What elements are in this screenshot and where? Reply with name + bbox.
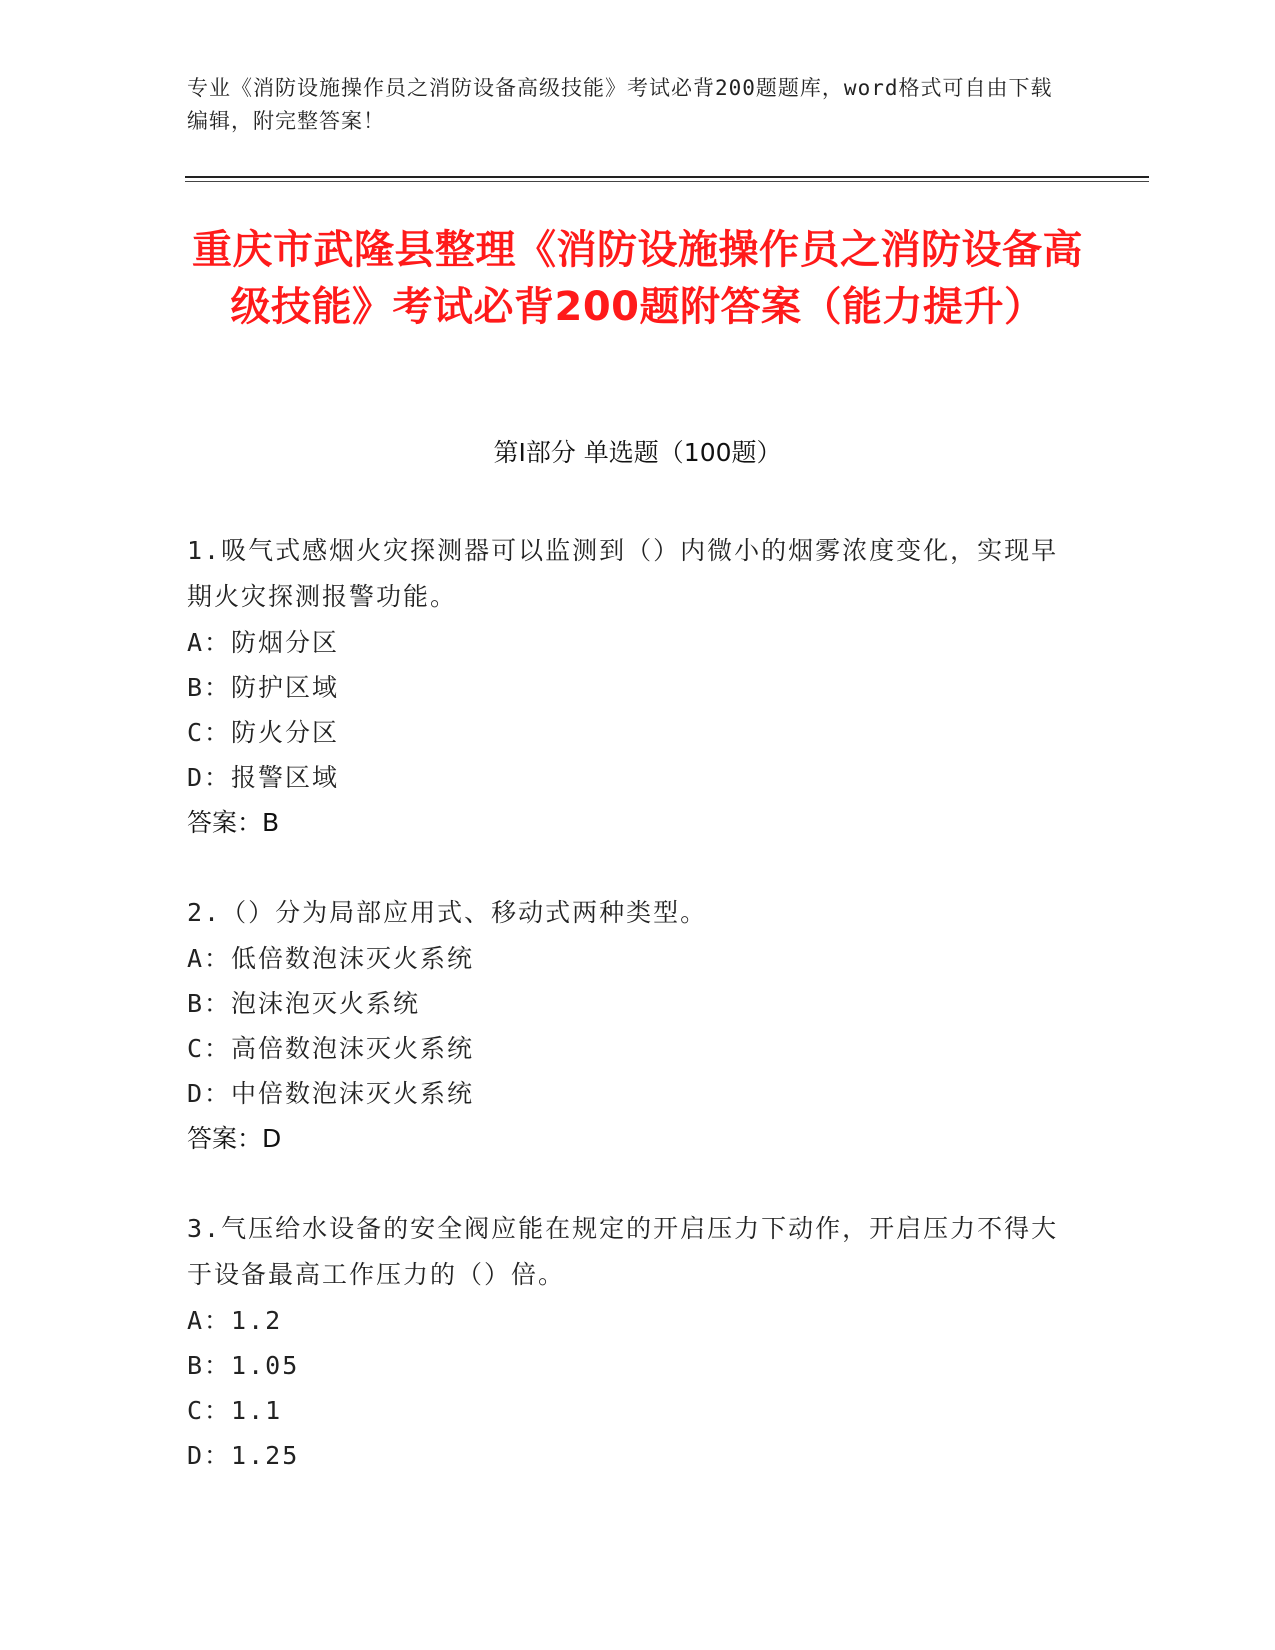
document-title: 重庆市武隆县整理《消防设施操作员之消防设备高级技能》考试必背200题附答案（能力提升） [192, 227, 1083, 330]
option-a: A：1.2 [187, 1306, 283, 1335]
option-b: B：1.05 [187, 1351, 300, 1380]
option-d: D：报警区域 [187, 763, 340, 792]
question-list [187, 528, 1067, 1522]
question-stem: 1.吸气式感烟火灾探测器可以监测到（）内微小的烟雾浓度变化，实现早期火灾探测报警功能。 [187, 536, 1059, 611]
option-b: B：泡沫泡灭火系统 [187, 989, 421, 1018]
question-stem: 2.（）分为局部应用式、移动式两种类型。 [187, 898, 708, 927]
option-c: C：1.1 [187, 1396, 283, 1425]
question-stem: 3.气压给水设备的安全阀应能在规定的开启压力下动作，开启压力不得大于设备最高工作压力的（）倍。 [187, 1214, 1059, 1289]
header-divider-thin [185, 181, 1149, 182]
option-c: C：高倍数泡沫灭火系统 [187, 1034, 475, 1063]
option-c: C：防火分区 [187, 718, 340, 747]
question-2 [187, 890, 1067, 1162]
answer-line: 答案：B [187, 808, 280, 837]
option-b: B：防护区域 [187, 673, 340, 702]
option-a: A：低倍数泡沫灭火系统 [187, 944, 475, 973]
header-divider-thick [185, 176, 1149, 178]
question-1 [187, 528, 1067, 846]
answer-line: 答案：D [187, 1124, 282, 1153]
header-note: 专业《消防设施操作员之消防设备高级技能》考试必背200题题库，word格式可自由下载编辑，附完整答案！ [187, 76, 1053, 133]
section-title: 第I部分 单选题（100题） [493, 438, 782, 467]
option-a: A：防烟分区 [187, 628, 340, 657]
question-3 [187, 1206, 1067, 1478]
option-d: D：中倍数泡沫灭火系统 [187, 1079, 475, 1108]
option-d: D：1.25 [187, 1441, 300, 1470]
